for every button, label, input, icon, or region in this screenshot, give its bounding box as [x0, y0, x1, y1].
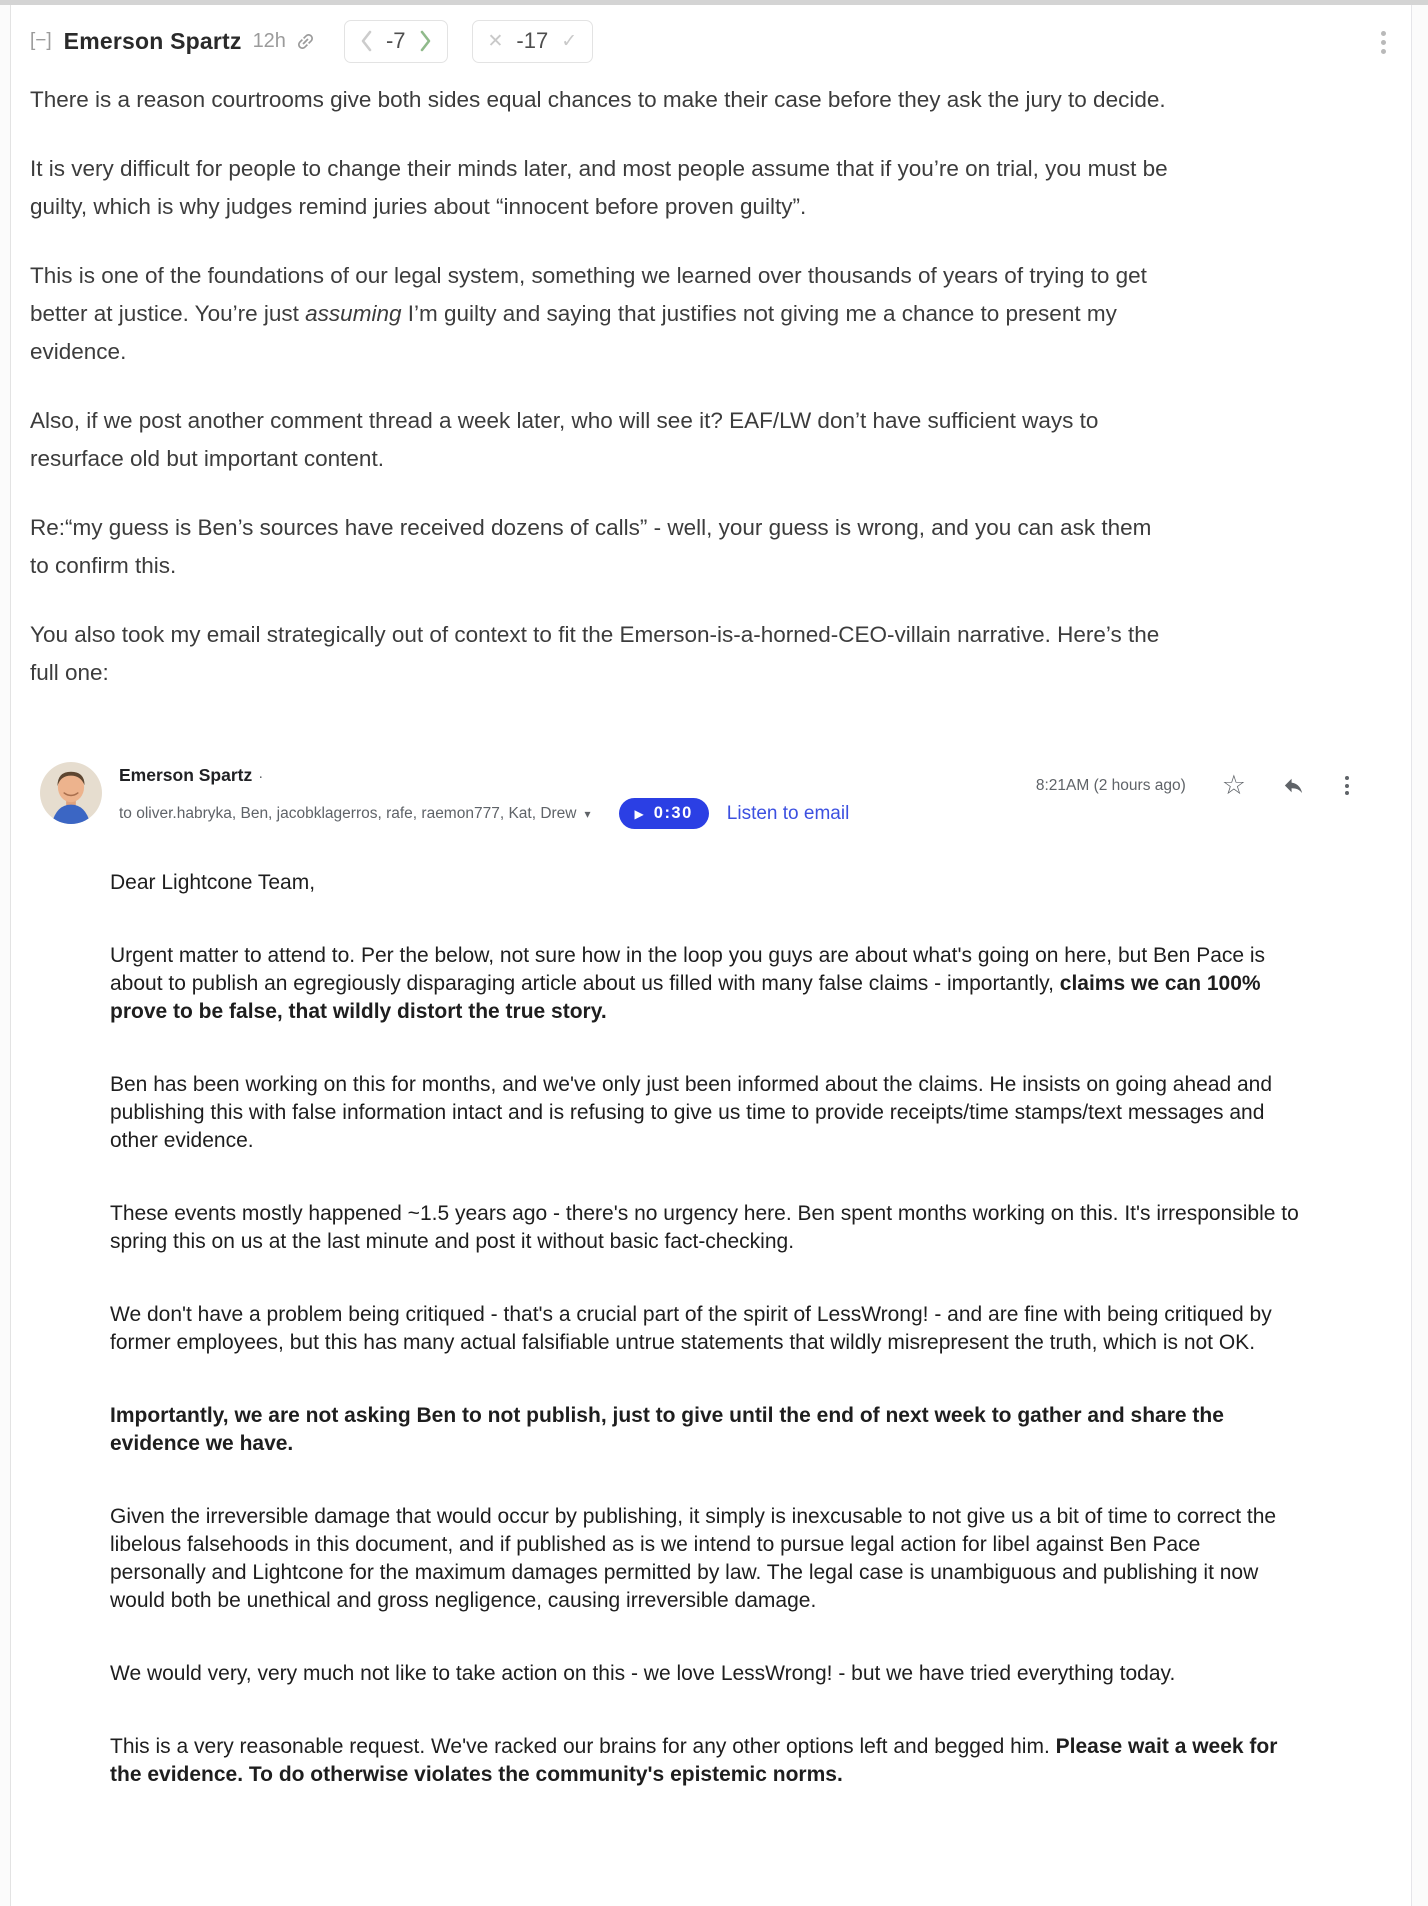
- downvote-chevron-icon[interactable]: [360, 30, 373, 52]
- email-header-text: [119, 762, 849, 829]
- karma-score: -7: [385, 28, 406, 53]
- comment-body: [30, 81, 1170, 692]
- email-meta: [1036, 772, 1353, 799]
- comment-card: [11, 5, 1411, 1906]
- email-paragraph: We don't have a problem being critiqued - that's a crucial part of the spirit of LessWrong! - and are fine with being critiqued by former employees, but this has many actual falsifiable untrue statements that wildly misrepresent the truth, which is not OK.: [110, 1303, 1272, 1354]
- right-gutter: [1411, 5, 1428, 1906]
- email-paragraph: Urgent matter to attend to. Per the below, not sure how in the loop you guys are about what's going on here, but Ben Pace is about to publish an egregiously disparaging article about us filled with many false claims - importantly, claims we can 100% prove to be false, that wildly distort the true story.: [110, 944, 1266, 1023]
- agreement-vote-widget: [472, 20, 594, 63]
- listen-to-email-link[interactable]: Listen to email: [726, 802, 850, 824]
- email-recipients[interactable]: to oliver.habryka, Ben, jacobklagerros, rafe, raemon777, Kat, Drew: [119, 804, 577, 822]
- audio-duration: 0:30: [653, 804, 693, 822]
- email-timestamp: 8:21AM (2 hours ago): [1035, 776, 1186, 794]
- email-recipients-row: [119, 798, 849, 829]
- reply-icon[interactable]: [1282, 774, 1305, 797]
- karma-vote-widget: [344, 20, 448, 63]
- agreement-score: -17: [516, 28, 549, 53]
- upvote-chevron-icon[interactable]: [419, 30, 432, 52]
- left-gutter: [0, 5, 11, 1906]
- top-divider: [0, 0, 1428, 5]
- email-paragraph: We would very, very much not like to take action on this - we love LessWrong! - but we have tried everything today.: [110, 1662, 1176, 1685]
- email-menu-icon[interactable]: [1341, 772, 1353, 799]
- email-header: [40, 762, 1411, 829]
- comment-menu-icon[interactable]: [1377, 27, 1390, 58]
- email-paragraph: Given the irreversible damage that would occur by publishing, it simply is inexcusable to not give us a bit of time to correct the libelous falsehoods in this document, and if published as is we intend to pursue legal action for libel against Ben Pace personally and Lightcone for the maximum damages permitted by law. The legal case is unambiguous and publishing it now would both be unethical and gross negligence, causing irreversible damage.: [110, 1505, 1277, 1612]
- comment-author[interactable]: Emerson Spartz: [63, 27, 242, 54]
- permalink-icon[interactable]: [295, 31, 316, 52]
- email-paragraph: This is a very reasonable request. We've racked our brains for any other options left and begged him. Please wait a week for the evidence. To do otherwise violates the community's epistemic norms.: [110, 1735, 1278, 1786]
- comment-age[interactable]: 12h: [252, 29, 286, 52]
- email-sender-name: Emerson Spartz: [119, 765, 253, 785]
- email-paragraph: Importantly, we are not asking Ben to not publish, just to give until the end of next week to gather and share the evidence we have.: [110, 1404, 1224, 1455]
- agree-check-icon[interactable]: ✓: [561, 29, 578, 52]
- listen-play-button[interactable]: [619, 798, 709, 829]
- comment-paragraph: Also, if we post another comment thread a week later, who will see it? EAF/LW don’t have sufficient ways to resurface old but important content.: [30, 408, 1099, 471]
- sender-avatar: [40, 762, 102, 824]
- star-icon[interactable]: ☆: [1221, 770, 1246, 801]
- collapse-toggle-icon[interactable]: [−]: [30, 30, 52, 51]
- comment-paragraph: There is a reason courtrooms give both sides equal chances to make their case before they ask the jury to decide.: [30, 87, 1166, 112]
- email-paragraph: These events mostly happened ~1.5 years ago - there's no urgency here. Ben spent months working on this. It's irresponsible to spring this on us at the last minute and post it without basic fact-checking.: [110, 1202, 1299, 1253]
- comment-paragraph: It is very difficult for people to change their minds later, and most people assume that if you’re on trial, you must be guilty, which is why judges remind juries about “innocent before proven guilty”.: [30, 156, 1168, 219]
- email-sender-row: [119, 765, 849, 786]
- play-icon: ▶: [634, 806, 644, 821]
- comment-paragraph: This is one of the foundations of our legal system, something we learned over thousands of years of trying to get better at justice. You’re just assuming I’m guilty and saying that justifies not giving me a chance to present my evidence.: [30, 263, 1147, 364]
- email-body: [110, 869, 1300, 1789]
- comment-header: [30, 19, 1411, 63]
- disagree-cross-icon[interactable]: ✕: [487, 29, 504, 52]
- email-paragraph: Dear Lightcone Team,: [110, 871, 316, 894]
- comment-paragraph: Re:“my guess is Ben’s sources have received dozens of calls” - well, your guess is wrong, and you can ask them to confirm this.: [30, 515, 1152, 578]
- recipients-dropdown-icon[interactable]: ▾: [584, 806, 591, 821]
- sender-dot: ·: [258, 768, 264, 785]
- quoted-email-screenshot: [40, 762, 1411, 1789]
- comment-paragraph: You also took my email strategically out of context to fit the Emerson-is-a-horned-CEO-villain narrative. Here’s the full one:: [30, 622, 1160, 685]
- email-paragraph: Ben has been working on this for months, and we've only just been informed about the claims. He insists on going ahead and publishing this with false information intact and is refusing to give us time to provide receipts/time stamps/text messages and other evidence.: [110, 1073, 1273, 1152]
